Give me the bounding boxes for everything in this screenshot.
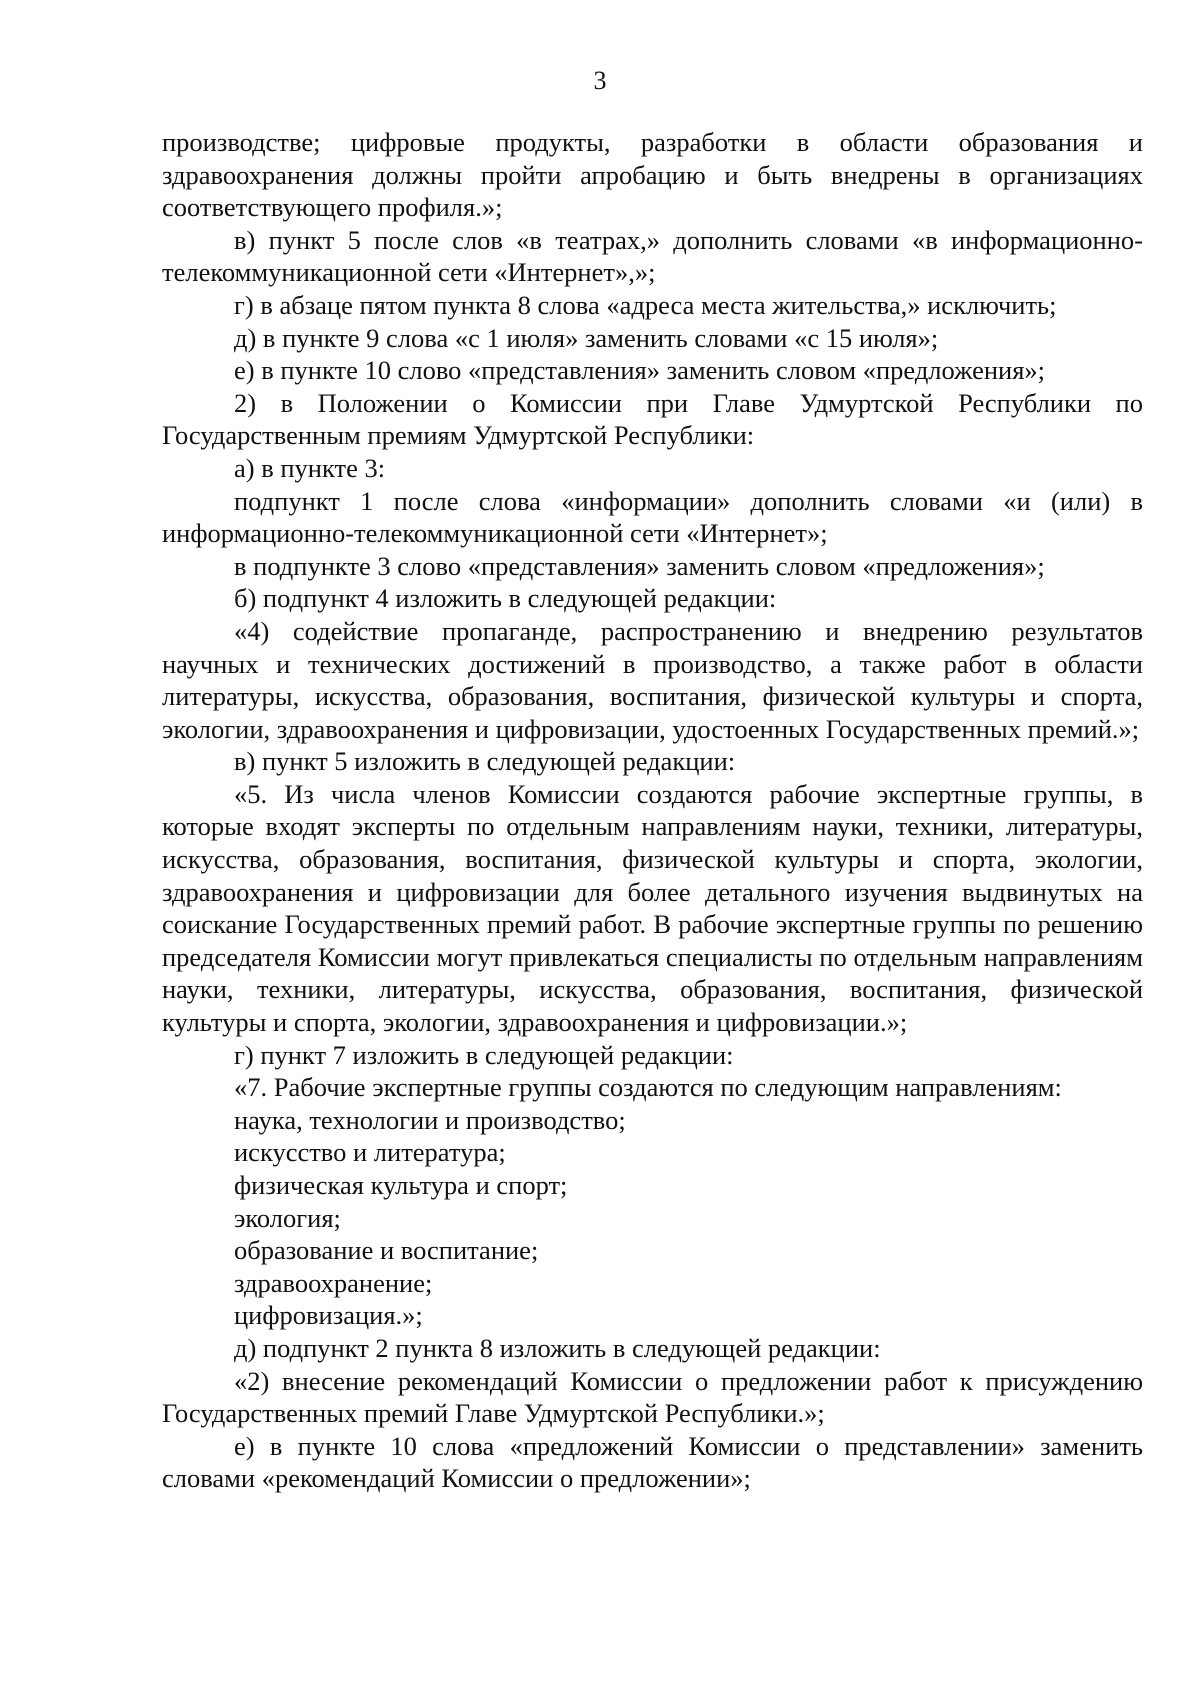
list-item: физическая культура и спорт; [234,1170,568,1200]
paragraph: в) пункт 5 изложить в следующей редакции: [234,746,736,777]
paragraph: а) в пункте 3: [234,452,386,483]
paragraph: «7. Рабочие экспертные группы создаются по следующим направлениям: [234,1072,1062,1103]
list-item: наука, технологии и производство; [234,1104,626,1135]
paragraph: е) в пункте 10 слово «представления» заменить словом «предложения»; [234,355,1046,386]
list-item: цифровизация.»; [234,1300,423,1331]
page-number: 3 [593,66,607,95]
document-body [162,126,1143,1495]
paragraph: подпункт 1 после слова «информации» дополнить словами «и (или) в информационно-телекоммуникационной сети «Интернет»; [162,485,1143,549]
paragraph: 2) в Положении о Комиссии при Главе Удмуртской Республики по Государственным премиям Удмуртской Республики: [162,387,1143,451]
paragraph: «2) внесение рекомендаций Комиссии о предложении работ к присуждению Государственных премий Главе Удмуртской Республики.»; [162,1365,1143,1429]
paragraph: «4) содействие пропаганде, распространению и внедрению результатов научных и технических достижений в производство, а также работ в области литературы, искусства, образования, воспитания, физической культуры и спорта, экологии, здравоохранения и цифровизации, удостоенных Государственных премий.»; [162,615,1143,744]
paragraph: г) пункт 7 изложить в следующей редакции: [234,1039,734,1070]
list-item: искусство и литература; [234,1137,506,1168]
paragraph: е) в пункте 10 слова «предложений Комиссии о представлении» заменить словами «рекомендаций Комиссии о предложении»; [162,1430,1143,1494]
paragraph: г) в абзаце пятом пункта 8 слова «адреса места жительства,» исключить; [234,289,1057,320]
list-item: экология; [234,1202,341,1233]
paragraph: в подпункте 3 слово «представления» заменить словом «предложения»; [234,550,1045,581]
paragraph: в) пункт 5 после слов «в театрах,» дополнить словами «в информационно-телекоммуникационной сети «Интернет»,»; [162,224,1143,288]
paragraph: б) подпункт 4 изложить в следующей редакции: [234,583,777,614]
paragraph: д) подпункт 2 пункта 8 изложить в следующей редакции: [234,1332,881,1363]
list-item: образование и воспитание; [234,1235,539,1266]
list-item: здравоохранение; [234,1267,433,1298]
paragraph: производстве; цифровые продукты, разработки в области образования и здравоохранения должны пройти апробацию и быть внедрены в организациях соответствующего профиля.»; [162,127,1143,223]
paragraph: «5. Из числа членов Комиссии создаются рабочие экспертные группы, в которые входят эксперты по отдельным направлениям науки, техники, литературы, искусства, образования, воспитания, физической культуры и спорта, экологии, здравоохранения и цифровизации для более детального изучения выдвинутых на соискание Государственных премий работ. В рабочие экспертные группы по решению председателя Комиссии могут привлекаться специалисты по отдельным направлениям науки, техники, литературы, искусства, образования, воспитания, физической культуры и спорта, экологии, здравоохранения и цифровизации.»; [162,778,1143,1038]
paragraph: д) в пункте 9 слова «с 1 июля» заменить словами «с 15 июля»; [234,322,939,353]
